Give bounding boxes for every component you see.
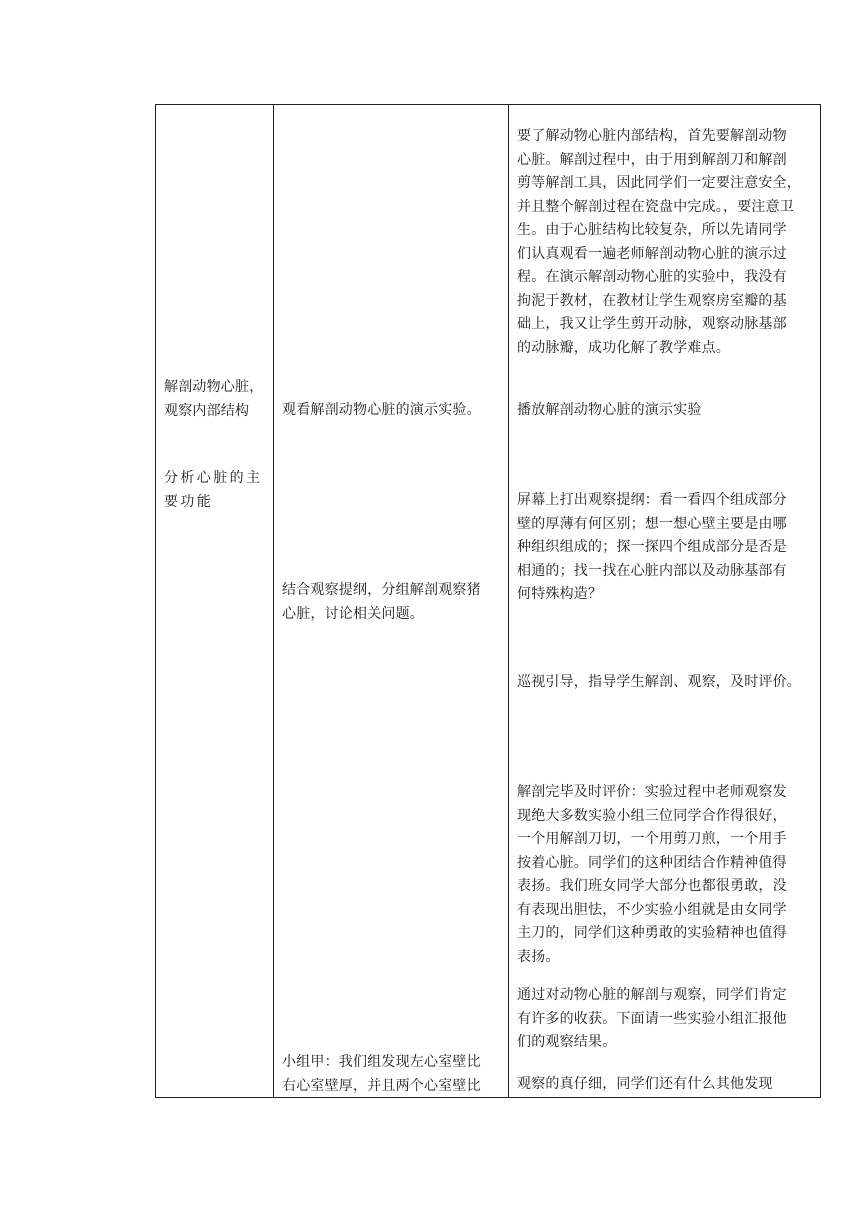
teacher-activity-evaluation: 解剖完毕及时评价：实验过程中老师观察发 现绝大多数实验小组三位同学合作得很好， 一个用解剖刀切，一个用剪刀煎，一个用手 按着心脏。同学们的这种团结合作精神值得 表扬。我们班女同学大部分也都很勇敢，没 有表现出胆怯，不少实验小组就是由女同学 主刀的，同学们这种勇敢的实验精神也值得 表扬。 — [517, 784, 787, 965]
step-title-function: 分析心脏的主 要功能 — [164, 470, 263, 510]
student-activity-group-report: 小组甲：我们组发现左心室壁比 右心室壁厚，并且两个心室壁比 — [282, 1054, 481, 1094]
column-divider — [273, 105, 274, 1097]
teacher-activity-observation-outline: 屏幕上打出观察提纲：看一看四个组成部分 壁的厚薄有何区别；想一想心壁主要是由哪 种组织组成的；探一探四个组成部分是否是 相通的；找一找在心脏内部以及动脉基部有 何特殊构造？ — [517, 492, 787, 602]
step-title-dissect: 解剖动物心脏， 观察内部结构 — [164, 379, 264, 419]
column-divider — [508, 105, 509, 1097]
teacher-activity-intro: 要了解动物心脏内部结构，首先要解剖动物 心脏。解剖过程中，由于用到解剖刀和解剖 剪等解剖工具，因此同学们一定要注意安全， 并且整个解剖过程在瓷盘中完成。，要注意卫 生。由于心脏结构比较复杂，所以先请同学 们认真观看一遍老师解剖动物心脏的演示过 程。在演示解剖动物心脏的实验中，我没有 拘泥于教材，在教材让学生观察房室瓣的基 础上，我又让学生剪开动脉，观察动脉基部 的动脉瓣，成功化解了教学难点。 — [517, 128, 801, 356]
student-activity-watch-demo: 观看解剖动物心脏的演示实验。 — [282, 402, 481, 418]
lesson-plan-table — [155, 104, 821, 1098]
teacher-activity-guide: 巡视引导，指导学生解剖、观察，及时评价。 — [517, 674, 801, 690]
teacher-activity-follow-up: 观察的真仔细，同学们还有什么其他发现 — [517, 1076, 773, 1092]
teacher-activity-report-prompt: 通过对动物心脏的解剖与观察，同学们肯定 有许多的收获。下面请一些实验小组汇报他 们的观察结果。 — [517, 987, 787, 1050]
student-activity-group-dissect: 结合观察提纲，分组解剖观察猪 心脏，讨论相关问题。 — [282, 582, 481, 622]
teacher-activity-play-demo: 播放解剖动物心脏的演示实验 — [517, 402, 702, 418]
